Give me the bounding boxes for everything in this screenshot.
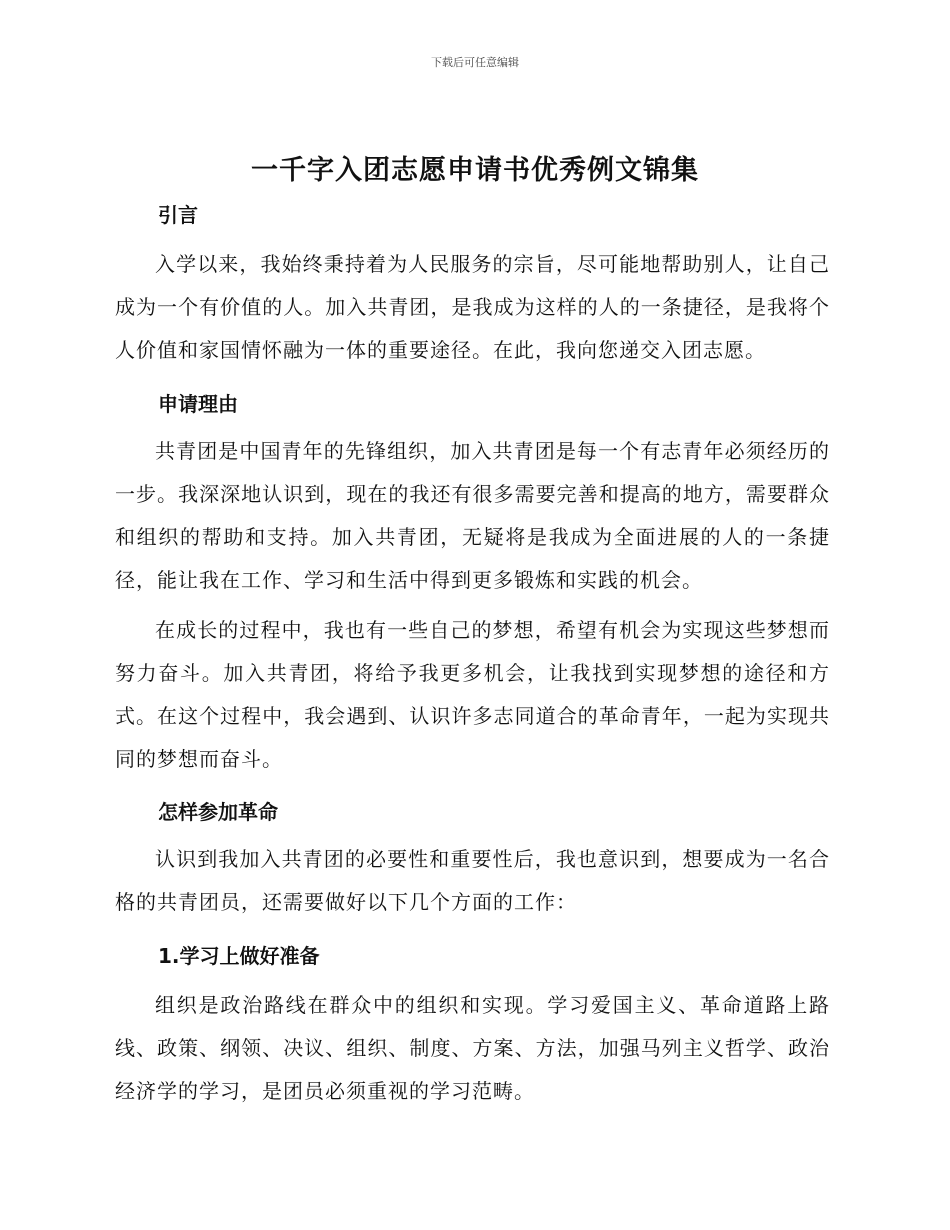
section-heading-study: 1.学习上做好准备 (158, 944, 320, 968)
paragraph: 入学以来，我始终秉持着为人民服务的宗旨，尽可能地帮助别人，让自己成为一个有价值的人。加入共青团，是我成为这样的人的一条捷径，是我将个人价值和家国情怀融为一体的重要途径。在此，我向您递交入团志愿。 (115, 252, 830, 362)
paragraph: 组织是政治路线在群众中的组织和实现。学习爱国主义、革命道路上路线、政策、纲领、决议、组织、制度、方案、方法，加强马列主义哲学、政治经济学的学习，是团员必须重视的学习范畴。 (115, 993, 830, 1103)
header-note: 下载后可任意编辑 (431, 56, 519, 69)
section-heading-how: 怎样参加革命 (158, 800, 278, 824)
section-heading-intro: 引言 (158, 203, 198, 227)
document-title: 一千字入团志愿申请书优秀例文锦集 (251, 155, 699, 186)
paragraph: 在成长的过程中，我也有一些自己的梦想，希望有机会为实现这些梦想而努力奋斗。加入共青团，将给予我更多机会，让我找到实现梦想的途径和方式。在这个过程中，我会遇到、认识许多志同道合的革命青年，一起为实现共同的梦想而奋斗。 (115, 618, 830, 771)
paragraph: 共青团是中国青年的先锋组织，加入共青团是每一个有志青年必须经历的一步。我深深地认识到，现在的我还有很多需要完善和提高的地方，需要群众和组织的帮助和支持。加入共青团，无疑将是我成为全面进展的人的一条捷径，能让我在工作、学习和生活中得到更多锻炼和实践的机会。 (115, 439, 830, 592)
section-heading-reason: 申请理由 (158, 392, 238, 416)
paragraph: 认识到我加入共青团的必要性和重要性后，我也意识到，想要成为一名合格的共青团员，还需要做好以下几个方面的工作： (115, 847, 830, 914)
